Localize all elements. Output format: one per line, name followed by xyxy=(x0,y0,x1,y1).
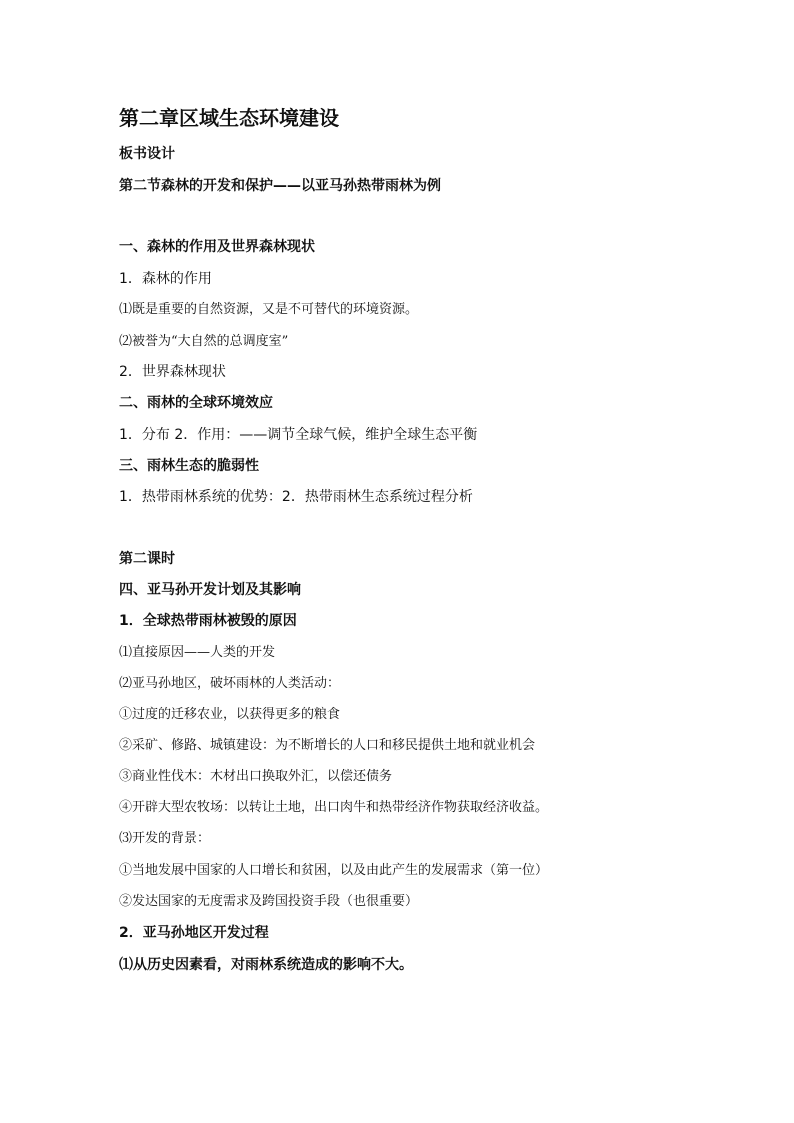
heading-2: 二、雨林的全球环境效应 xyxy=(119,395,273,411)
activity-3: ③商业性伐木：木材出口换取外汇，以偿还债务 xyxy=(119,769,393,784)
activity-1: ①过度的迁移农业，以获得更多的粮食 xyxy=(119,707,341,722)
section-title: 第二节森林的开发和保护——以亚马孙热带雨林为例 xyxy=(119,178,441,194)
h1-item-1-a: ⑴既是重要的自然资源，又是不可替代的环境资源。 xyxy=(119,302,419,317)
h4-sub2-a: ⑴从历史因素看，对雨林系统造成的影响不大。 xyxy=(119,957,413,973)
document-title: 第二章区域生态环境建设 xyxy=(119,106,339,130)
h4-subheading-2: 2．亚马孙地区开发过程 xyxy=(119,925,269,941)
background-1: ①当地发展中国家的人口增长和贫困，以及由此产生的发展需求（第一位） xyxy=(119,863,549,878)
activity-4: ④开辟大型农牧场：以转让土地，出口肉牛和热带经济作物获取经济收益。 xyxy=(119,800,549,815)
h1-item-1-b: ⑵被誉为“大自然的总调度室” xyxy=(119,334,289,349)
h1-item-2: 2．世界森林现状 xyxy=(119,364,226,380)
activity-2: ②采矿、修路、城镇建设：为不断增长的人口和移民提供土地和就业机会 xyxy=(119,738,536,753)
h4-subheading-1: 1．全球热带雨林被毁的原因 xyxy=(119,613,297,629)
h4-sub1-c: ⑶开发的背景： xyxy=(119,831,211,846)
background-2: ②发达国家的无度需求及跨国投资手段（也很重要） xyxy=(119,894,419,909)
h2-item: 1．分布 2．作用：——调节全球气候，维护全球生态平衡 xyxy=(119,427,478,443)
lesson-2-label: 第二课时 xyxy=(119,551,175,567)
heading-4: 四、亚马孙开发计划及其影响 xyxy=(119,582,301,598)
h4-sub1-a: ⑴直接原因——人类的开发 xyxy=(119,645,276,660)
h4-sub1-b: ⑵亚马孙地区，破坏雨林的人类活动： xyxy=(119,676,341,691)
heading-1: 一、森林的作用及世界森林现状 xyxy=(119,239,315,255)
h3-item: 1．热带雨林系统的优势：2．热带雨林生态系统过程分析 xyxy=(119,489,473,505)
h1-item-1: 1．森林的作用 xyxy=(119,271,212,287)
board-design-label: 板书设计 xyxy=(119,146,175,162)
heading-3: 三、雨林生态的脆弱性 xyxy=(119,458,259,474)
